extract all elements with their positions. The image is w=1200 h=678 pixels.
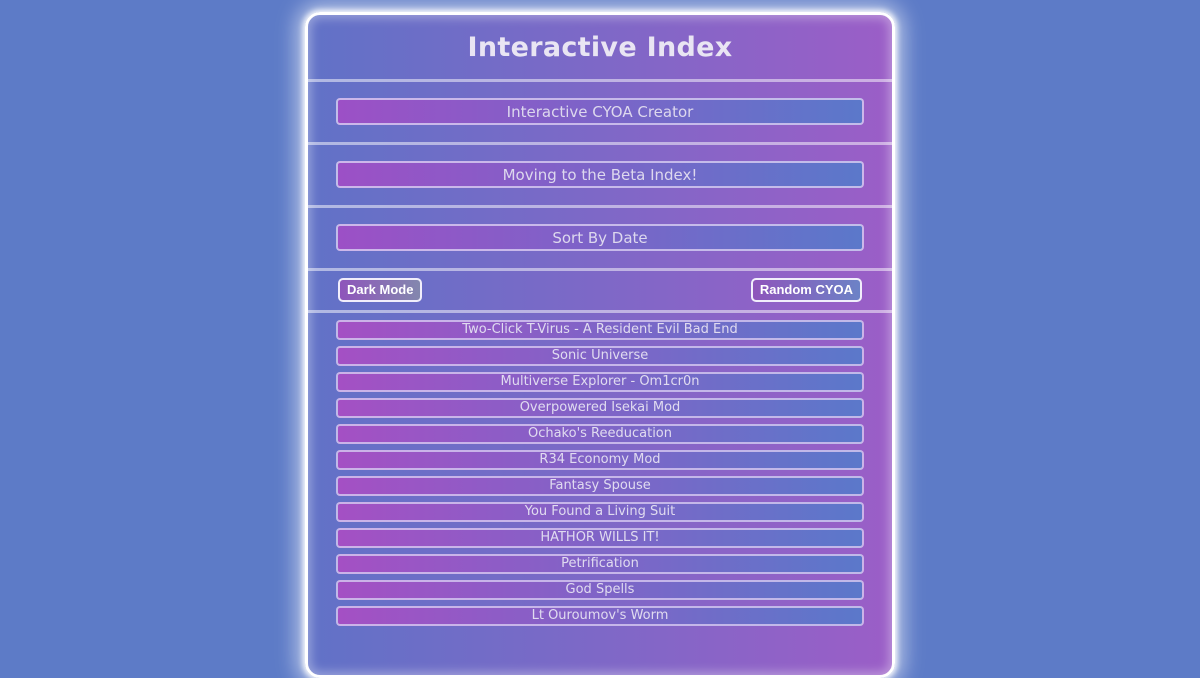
page-title: Interactive Index	[467, 31, 733, 63]
cyoa-link[interactable]: Ochako's Reeducation	[336, 424, 864, 444]
beta-index-button[interactable]: Moving to the Beta Index!	[336, 161, 864, 188]
cyoa-link[interactable]: Fantasy Spouse	[336, 476, 864, 496]
sort-by-date-button[interactable]: Sort By Date	[336, 224, 864, 251]
toolbar-section	[308, 268, 892, 310]
interactive-cyoa-creator-button[interactable]: Interactive CYOA Creator	[336, 98, 864, 125]
cyoa-link[interactable]: You Found a Living Suit	[336, 502, 864, 522]
random-cyoa-button[interactable]: Random CYOA	[751, 278, 862, 302]
cyoa-link[interactable]: Two-Click T-Virus - A Resident Evil Bad End	[336, 320, 864, 340]
cyoa-link[interactable]: God Spells	[336, 580, 864, 600]
cyoa-link[interactable]: Lt Ouroumov's Worm	[336, 606, 864, 626]
nav-section-creator	[308, 79, 892, 142]
cyoa-link[interactable]: R34 Economy Mod	[336, 450, 864, 470]
cyoa-list-section	[308, 310, 892, 644]
page-background	[0, 12, 1200, 642]
cyoa-link[interactable]: HATHOR WILLS IT!	[336, 528, 864, 548]
dark-mode-button[interactable]: Dark Mode	[338, 278, 422, 302]
nav-section-beta-index	[308, 142, 892, 205]
cyoa-link[interactable]: Sonic Universe	[336, 346, 864, 366]
cyoa-link[interactable]: Petrification	[336, 554, 864, 574]
main-panel	[305, 12, 895, 678]
panel-header	[308, 15, 892, 79]
cyoa-link[interactable]: Overpowered Isekai Mod	[336, 398, 864, 418]
cyoa-list	[336, 320, 864, 626]
cyoa-link[interactable]: Multiverse Explorer - Om1cr0n	[336, 372, 864, 392]
nav-section-sort	[308, 205, 892, 268]
